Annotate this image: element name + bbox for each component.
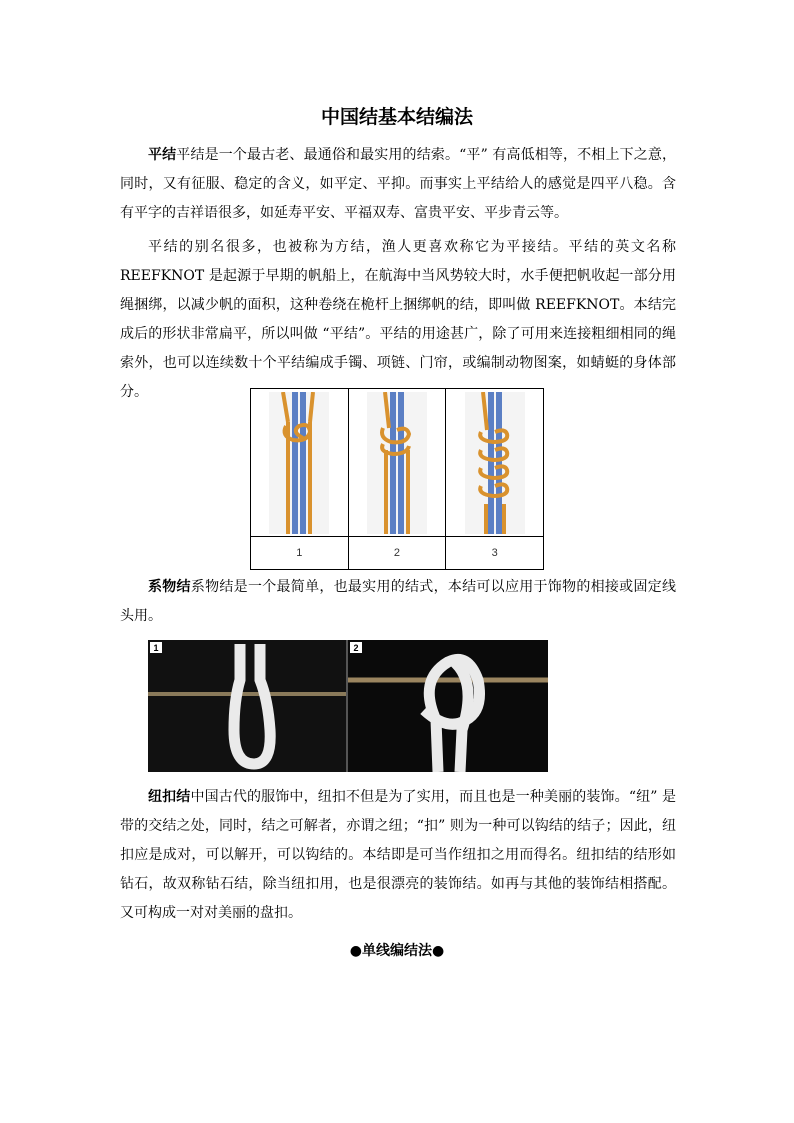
tie-knot-text: 系物结是一个最简单，也最实用的结式，本结可以应用于饰物的相接或固定线头用。 — [120, 579, 677, 624]
step-number: 1 — [251, 537, 349, 570]
flat-knot-step-photo-1 — [251, 389, 349, 537]
photo-step-badge: 1 — [153, 643, 159, 653]
flat-knot-step-photo-2 — [348, 389, 446, 537]
button-knot-text: 中国古代的服饰中，纽扣不但是为了实用，而且也是一种美丽的装饰。“纽” 是带的交结之处，同时，结之可解者，亦谓之纽；“扣” 则为一种可以钩结的结子；因此，纽扣应是成对，可以解开，可以钩结的。本结即是可当作纽扣之用而得名。纽扣结的结形如钻石，故双称钻石结，除当纽扣用，也是很漂亮的装饰结。如再与其他的装饰结相搭配。又可构成一对对美丽的盘扣。 — [120, 789, 677, 921]
page-title: 中国结基本结编法 — [320, 106, 473, 128]
flat-knot-steps-table — [250, 388, 544, 570]
flat-knot-step-photo-3 — [446, 389, 544, 537]
step-number: 2 — [348, 537, 446, 570]
button-knot-label: 纽扣结 — [148, 789, 191, 805]
flat-knot-label: 平结 — [148, 147, 177, 163]
step-number: 3 — [446, 537, 544, 570]
button-knot-paragraph — [120, 783, 676, 928]
tie-knot-label: 系物结 — [148, 579, 191, 595]
flat-knot-paragraph-1 — [120, 141, 676, 228]
tie-knot-paragraph — [120, 573, 676, 631]
flat-knot-text-1: 平结是一个最古老、最通俗和最实用的结索。“平” 有高低相等，不相上下之意，同时，又有征服、稳定的含义，如平定、平抑。而事实上平结给人的感觉是四平八稳。含有平字的吉祥语很多，如延寿平安、平福双寿、富贵平安、平步青云等。 — [120, 147, 677, 221]
flat-knot-paragraph-2: 平结的别名很多，也被称为方结，渔人更喜欢称它为平接结。平结的英文名称 REEFKNOT 是起源于早期的帆船上，在航海中当风势较大时，水手便把帆收起一部分用绳捆绑，以减少帆的面积，这种卷绕在桅杆上捆绑帆的结，即叫做 REEFKNOT。本结完成后的形状非常扁平，所以叫做 “平结”。平结的用途甚广，除了可用来连接粗细相同的绳索外，也可以连续数十个平结编成手镯、项链、门帘，或编制动物图案，如蜻蜓的身体部分。 — [120, 239, 676, 400]
single-line-heading: ●单线编结法● — [349, 943, 445, 959]
tie-knot-photo-strip — [148, 640, 548, 772]
photo-step-badge: 2 — [353, 643, 359, 653]
